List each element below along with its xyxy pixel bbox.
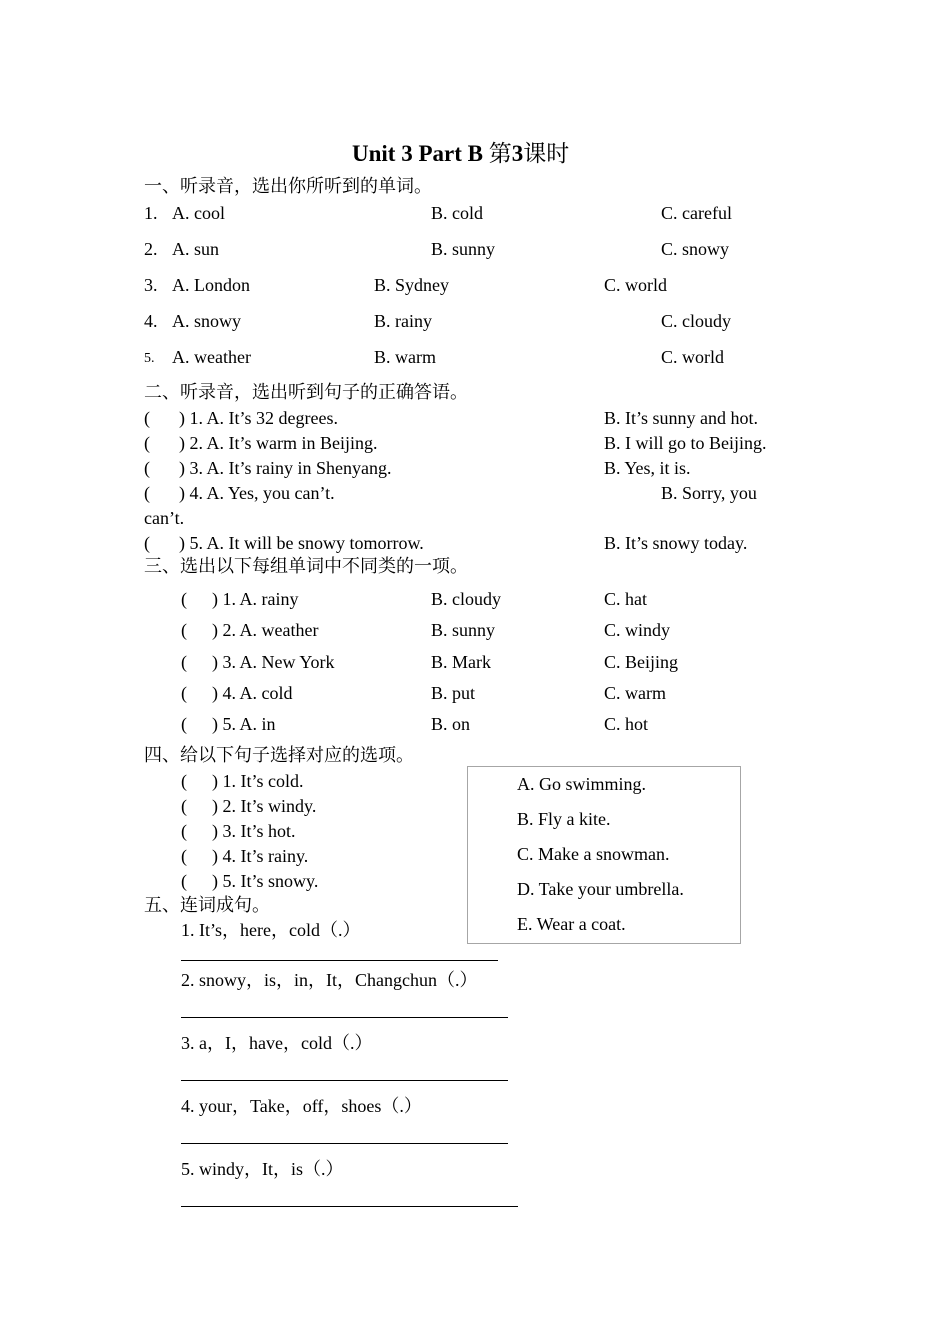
option-b: B. Sydney xyxy=(374,275,450,295)
option-b: B. sunny xyxy=(431,620,496,640)
option-a: ) 1. A. rainy xyxy=(212,589,299,609)
scrambled-sentence: 5. windy，It，is（.） xyxy=(181,1159,344,1179)
option-b: B. It’s sunny and hot. xyxy=(604,408,759,428)
option-b: B. cloudy xyxy=(431,589,501,609)
section-3-heading: 三、选出以下每组单词中不同类的一项。 xyxy=(144,556,468,576)
answer-bracket[interactable]: ( xyxy=(181,846,187,866)
answer-bracket[interactable]: ( xyxy=(181,620,187,640)
item-number: 2. xyxy=(144,239,158,259)
option-c: C. windy xyxy=(604,620,671,640)
sentence: ) 4. It’s rainy. xyxy=(212,846,309,866)
option-a: ) 5. A. in xyxy=(212,714,276,734)
section-5-heading: 五、连词成句。 xyxy=(144,895,270,915)
option-b: B. cold xyxy=(431,203,483,223)
box-option: D. Take your umbrella. xyxy=(517,879,684,899)
option-c: C. hot xyxy=(604,714,649,734)
option-b: B. It’s snowy today. xyxy=(604,533,748,553)
option-a: A. London xyxy=(172,275,250,295)
option-c: C. Beijing xyxy=(604,652,679,672)
answer-bracket[interactable]: ( xyxy=(181,589,187,609)
answer-bracket[interactable]: ( xyxy=(144,433,150,453)
option-c: C. hat xyxy=(604,589,647,609)
answer-bracket[interactable]: ( xyxy=(181,714,187,734)
answer-line[interactable] xyxy=(181,960,498,961)
sentence: ) 5. It’s snowy. xyxy=(212,871,319,891)
sentence: ) 1. It’s cold. xyxy=(212,771,304,791)
scrambled-sentence: 1. It’s，here，cold（.） xyxy=(181,920,361,940)
option-c: C. careful xyxy=(661,203,732,223)
option-b: B. warm xyxy=(374,347,436,367)
sentence: ) 3. It’s hot. xyxy=(212,821,296,841)
answer-line[interactable] xyxy=(181,1017,508,1018)
option-c: C. cloudy xyxy=(661,311,731,331)
option-b: B. on xyxy=(431,714,471,734)
scrambled-sentence: 4. your，Take，off，shoes（.） xyxy=(181,1096,422,1116)
scrambled-sentence: 2. snowy，is，in，It，Changchun（.） xyxy=(181,970,478,990)
answer-bracket[interactable]: ( xyxy=(144,533,150,553)
option-b: B. I will go to Beijing. xyxy=(604,433,767,453)
option-b: B. Yes, it is. xyxy=(604,458,691,478)
option-a: ) 2. A. It’s warm in Beijing. xyxy=(179,433,378,453)
answer-bracket[interactable]: ( xyxy=(144,408,150,428)
option-c: C. world xyxy=(661,347,724,367)
answer-line[interactable] xyxy=(181,1143,508,1144)
option-a: ) 4. A. Yes, you can’t. xyxy=(179,483,335,503)
option-b: B. rainy xyxy=(374,311,432,331)
page-title: Unit 3 Part B 第3课时 xyxy=(352,141,570,166)
scrambled-sentence: 3. a，I，have，cold（.） xyxy=(181,1033,373,1053)
box-option: E. Wear a coat. xyxy=(517,914,626,934)
option-a: ) 2. A. weather xyxy=(212,620,319,640)
option-c: C. warm xyxy=(604,683,666,703)
box-option: C. Make a snowman. xyxy=(517,844,670,864)
option-b: B. Sorry, you xyxy=(661,483,757,503)
box-option: B. Fly a kite. xyxy=(517,809,611,829)
option-a: A. cool xyxy=(172,203,225,223)
section-4-heading: 四、给以下句子选择对应的选项。 xyxy=(144,745,414,765)
answer-bracket[interactable]: ( xyxy=(181,652,187,672)
answer-bracket[interactable]: ( xyxy=(181,821,187,841)
option-a: ) 3. A. New York xyxy=(212,652,335,672)
option-b-wrap: can’t. xyxy=(144,508,185,528)
option-c: C. snowy xyxy=(661,239,730,259)
answer-line[interactable] xyxy=(181,1206,518,1207)
section-2-heading: 二、听录音，选出听到句子的正确答语。 xyxy=(144,382,468,402)
item-number: 4. xyxy=(144,311,158,331)
answer-line[interactable] xyxy=(181,1080,508,1081)
option-a: ) 3. A. It’s rainy in Shenyang. xyxy=(179,458,392,478)
answer-bracket[interactable]: ( xyxy=(181,796,187,816)
option-a: A. weather xyxy=(172,347,251,367)
option-b: B. put xyxy=(431,683,476,703)
option-b: B. Mark xyxy=(431,652,491,672)
option-a: ) 5. A. It will be snowy tomorrow. xyxy=(179,533,424,553)
option-a: ) 4. A. cold xyxy=(212,683,293,703)
option-a: A. sun xyxy=(172,239,220,259)
item-number: 3. xyxy=(144,275,158,295)
item-number: 5. xyxy=(144,351,155,366)
option-a: ) 1. A. It’s 32 degrees. xyxy=(179,408,338,428)
answer-bracket[interactable]: ( xyxy=(144,483,150,503)
answer-bracket[interactable]: ( xyxy=(144,458,150,478)
answer-bracket[interactable]: ( xyxy=(181,683,187,703)
box-option: A. Go swimming. xyxy=(517,774,647,794)
section-1-heading: 一、听录音，选出你所听到的单词。 xyxy=(144,176,432,196)
answer-bracket[interactable]: ( xyxy=(181,771,187,791)
answer-bracket[interactable]: ( xyxy=(181,871,187,891)
option-c: C. world xyxy=(604,275,667,295)
option-a: A. snowy xyxy=(172,311,242,331)
option-b: B. sunny xyxy=(431,239,496,259)
sentence: ) 2. It’s windy. xyxy=(212,796,317,816)
item-number: 1. xyxy=(144,203,158,223)
